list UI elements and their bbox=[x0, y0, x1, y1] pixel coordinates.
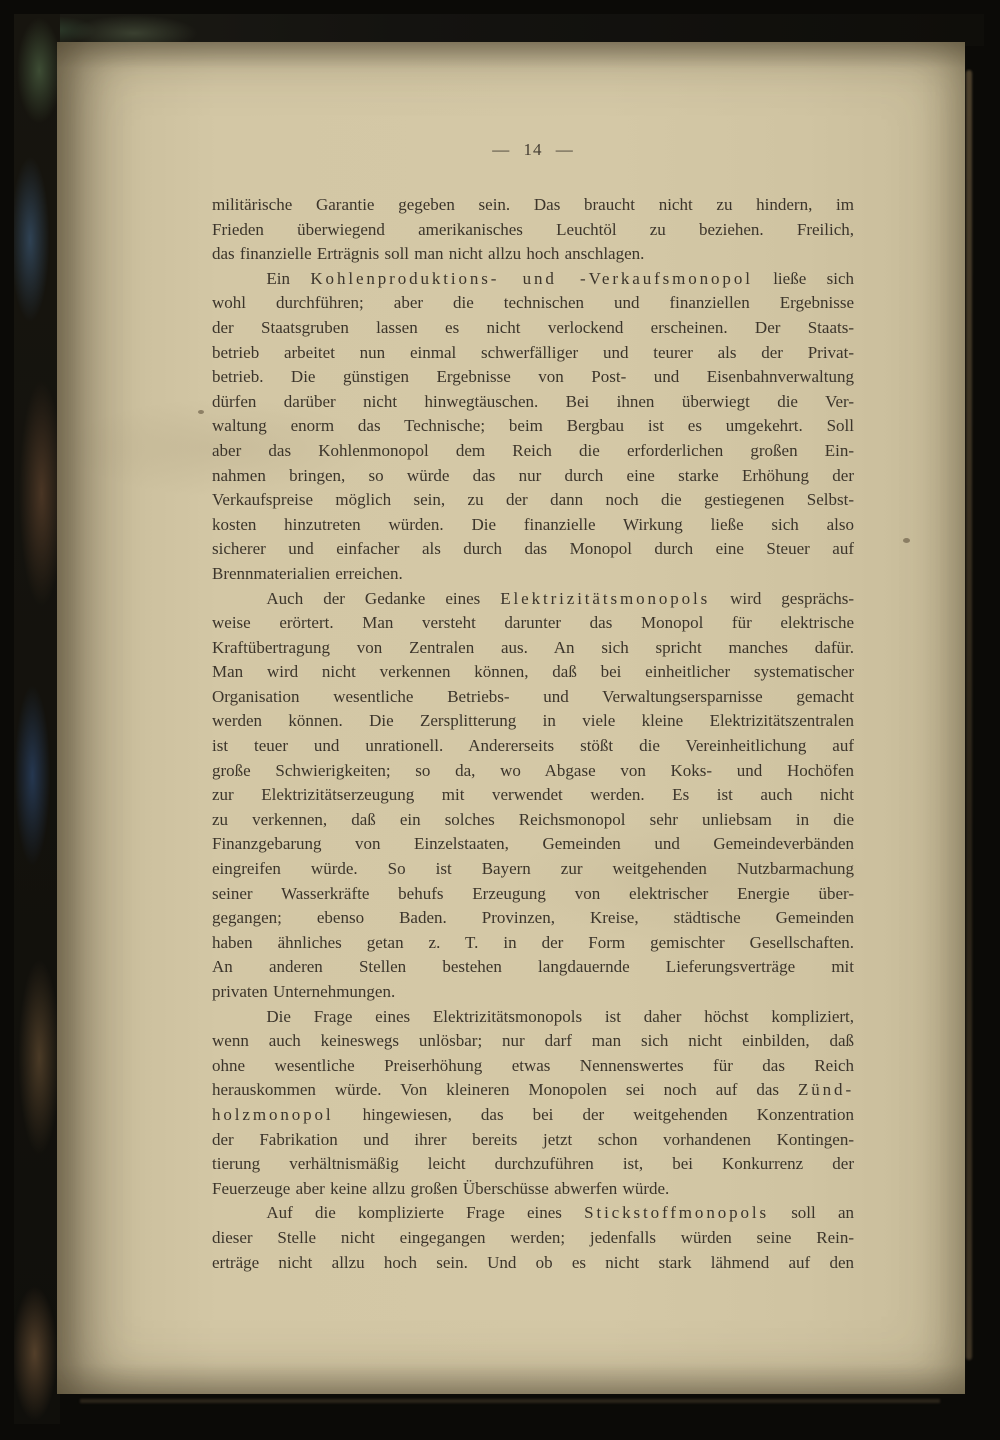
text-line: Verkaufspreise möglich sein, zu der dann noch die gestiegenen Selbst- bbox=[212, 490, 854, 510]
text-line: nahmen bringen, so würde das nur durch eine starke Erhöhung der bbox=[212, 465, 854, 485]
text-line: Auch der Gedanke eines Elektrizitätsmonopols wird gesprächs- bbox=[266, 588, 854, 608]
text-line: große Schwierigkeiten; so da, wo Abgase von Koks- und Hochöfen bbox=[212, 760, 854, 780]
text-line: zur Elektrizitätserzeugung mit verwendet werden. Es ist auch nicht bbox=[212, 785, 854, 805]
book-page-paper bbox=[57, 42, 965, 1394]
letterspaced-text: Stickstoffmonopols bbox=[584, 1203, 769, 1223]
text-line: Auf die komplizierte Frage eines Stickstoffmonopols soll an bbox=[266, 1203, 854, 1223]
text-line: Organisation wesentliche Betriebs- und Verwaltungsersparnisse gemacht bbox=[212, 686, 854, 706]
text-line: der Staatsgruben lassen es nicht verlockend erscheinen. Der Staats- bbox=[212, 317, 854, 337]
letterspaced-text: Elektrizitätsmonopols bbox=[500, 588, 711, 608]
text-line: Feuerzeuge aber keine allzu großen Überschüsse abwerfen würde. bbox=[212, 1178, 670, 1198]
text-line: Finanzgebarung von Einzelstaaten, Gemeinden und Gemeindeverbänden bbox=[212, 834, 854, 854]
text-line: herauskommen würde. Von kleineren Monopolen sei noch auf das Zünd- bbox=[212, 1080, 854, 1100]
page-bottom-edge bbox=[80, 1399, 940, 1403]
book-cover-left-edge bbox=[14, 14, 60, 1424]
letterspaced-text: holzmonopol bbox=[212, 1104, 334, 1124]
text-line: betrieb. Die günstigen Ergebnisse von Post- und Eisenbahnverwaltung bbox=[212, 367, 854, 387]
text-line: dürfen darüber nicht hinwegtäuschen. Bei ihnen überwiegt die Ver- bbox=[212, 391, 854, 411]
scan-artifact bbox=[198, 410, 204, 414]
text-line: Brennmaterialien erreichen. bbox=[212, 563, 403, 583]
text-line: dieser Stelle nicht eingegangen werden; jedenfalls würden seine Rein- bbox=[212, 1227, 854, 1247]
text-line: Frieden überwiegend amerikanisches Leuchtöl zu beziehen. Freilich, bbox=[212, 219, 854, 239]
text-line: sicherer und einfacher als durch das Monopol durch eine Steuer auf bbox=[212, 539, 854, 559]
text-line: holzmonopol hingewiesen, das bei der weitgehenden Konzentration bbox=[212, 1104, 854, 1124]
text-line: tierung verhältnismäßig leicht durchzuführen ist, bei Konkurrenz der bbox=[212, 1154, 854, 1174]
text-line: ohne wesentliche Preiserhöhung etwas Nennenswertes für das Reich bbox=[212, 1055, 854, 1075]
page-content bbox=[212, 140, 854, 1275]
letterspaced-text: Kohlenproduktions- und -Verkaufsmonopol bbox=[310, 268, 753, 288]
text-line: Die Frage eines Elektrizitätsmonopols ist daher höchst kompliziert, bbox=[266, 1006, 854, 1026]
page-stack-edge bbox=[966, 70, 972, 1360]
text-line: Man wird nicht verkennen können, daß bei einheitlicher systematischer bbox=[212, 662, 854, 682]
text-line: seiner Wasserkräfte behufs Erzeugung von elektrischer Energie über- bbox=[212, 883, 854, 903]
text-line: waltung enorm das Technische; beim Bergbau ist es umgekehrt. Soll bbox=[212, 416, 854, 436]
text-block bbox=[212, 193, 854, 1275]
text-line: Kraftübertragung von Zentralen aus. An sich spricht manches dafür. bbox=[212, 637, 854, 657]
text-line: aber das Kohlenmonopol dem Reich die erforderlichen großen Ein- bbox=[212, 440, 854, 460]
text-line: das finanzielle Erträgnis soll man nicht allzu hoch anschlagen. bbox=[212, 244, 645, 264]
text-line: An anderen Stellen bestehen langdauernde Lieferungsverträge mit bbox=[212, 957, 854, 977]
text-line: militärische Garantie gegeben sein. Das braucht nicht zu hindern, im bbox=[212, 195, 854, 214]
text-line: weise erörtert. Man versteht darunter das Monopol für elektrische bbox=[212, 613, 854, 633]
letterspaced-text: Zünd- bbox=[798, 1080, 854, 1100]
text-line: eingreifen würde. So ist Bayern zur weitgehenden Nutzbarmachung bbox=[212, 859, 854, 879]
text-line: zu verkennen, daß ein solches Reichsmonopol sehr unliebsam in die bbox=[212, 809, 854, 829]
text-line: gegangen; ebenso Baden. Provinzen, Kreise, städtische Gemeinden bbox=[212, 908, 854, 928]
text-line: erträge nicht allzu hoch sein. Und ob es nicht stark lähmend auf den bbox=[212, 1252, 854, 1272]
page-number: — 14 — bbox=[492, 140, 574, 159]
text-line: haben ähnliches getan z. T. in der Form gemischter Gesellschaften. bbox=[212, 932, 854, 952]
scan-artifact bbox=[903, 538, 910, 543]
text-line: Ein Kohlenproduktions- und -Verkaufsmonopol ließe sich bbox=[266, 268, 854, 288]
text-line: privaten Unternehmungen. bbox=[212, 982, 396, 1001]
text-line: ist teuer und unrationell. Andererseits stößt die Vereinheitlichung auf bbox=[212, 736, 854, 756]
text-line: werden können. Die Zersplitterung in viele kleine Elektrizitätszentralen bbox=[212, 711, 854, 731]
text-line: kosten hinzutreten würden. Die finanzielle Wirkung ließe sich also bbox=[212, 514, 854, 534]
text-line: wenn auch keineswegs unlösbar; nur darf man sich nicht einbilden, daß bbox=[212, 1031, 854, 1051]
text-line: betrieb arbeitet nun einmal schwerfälliger und teurer als der Privat- bbox=[212, 342, 854, 362]
text-line: wohl durchführen; aber die technischen und finanziellen Ergebnisse bbox=[212, 293, 854, 313]
text-line: der Fabrikation und ihrer bereits jetzt schon vorhandenen Kontingen- bbox=[212, 1129, 854, 1149]
